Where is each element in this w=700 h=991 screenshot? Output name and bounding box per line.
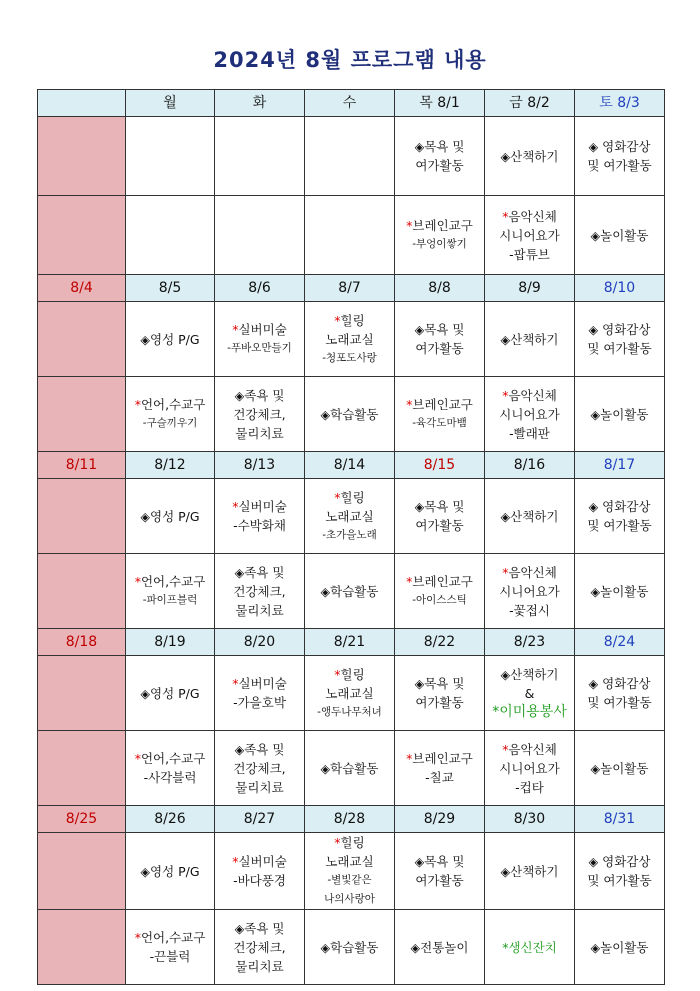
activity-line: -사각블럭 [143, 770, 197, 785]
activity-line: -푸바오만들기 [227, 342, 292, 354]
activity-cell [305, 302, 395, 377]
activity-line: ◈족욕 및 [234, 741, 285, 757]
activity-line: ◈목욕 및 [414, 139, 465, 154]
activity-line [397, 572, 482, 591]
morning-activity-row [38, 479, 665, 554]
activity-line [128, 572, 212, 591]
activity-line [397, 216, 482, 235]
activity-line: ◈산책하기 [500, 863, 559, 879]
activity-line: 나의사랑아 [324, 893, 375, 905]
activity-line: 시니어요가 [499, 760, 560, 776]
activity-text: 힐링 [340, 312, 365, 328]
activity-cell [575, 833, 665, 910]
activity-text: 음악신체 [508, 564, 557, 580]
bullet-star-icon: * [492, 703, 500, 720]
side-label-cell [38, 479, 126, 554]
activity-line: ◈목욕 및 [414, 322, 465, 337]
date-cell: 8/20 [215, 629, 305, 656]
activity-line: 여가활동 [415, 518, 464, 533]
activity-line: 및 여가활동 [587, 873, 652, 888]
activity-line [397, 395, 482, 414]
activity-line: ◈전통놀이 [410, 939, 469, 955]
bullet-star-icon: * [334, 666, 341, 682]
date-cell: 8/5 [126, 275, 215, 302]
date-cell: 8/6 [215, 275, 305, 302]
activity-cell [485, 833, 575, 910]
bullet-star-icon: * [406, 751, 413, 766]
date-cell: 8/8 [395, 275, 485, 302]
activity-line: ◈산책하기 [500, 331, 559, 347]
activity-cell [575, 910, 665, 985]
afternoon-activity-row [38, 196, 665, 275]
activity-line [217, 497, 302, 516]
page-title: 2024년 8월 프로그램 내용 [213, 48, 487, 72]
activity-line [128, 749, 212, 768]
activity-line: 여가활동 [415, 341, 464, 356]
side-label-cell [38, 833, 126, 910]
activity-cell [485, 731, 575, 806]
activity-line: ◈족욕 및 [234, 920, 285, 936]
program-schedule-table [37, 89, 665, 985]
activity-line: ◈족욕 및 [234, 564, 285, 580]
date-cell: 8/10 [575, 275, 665, 302]
activity-line: 여가활동 [415, 158, 464, 173]
activity-line: 노래교실 [325, 508, 374, 524]
activity-line: -팝튜브 [509, 246, 550, 262]
activity-cell [305, 656, 395, 731]
date-cell: 8/12 [126, 452, 215, 479]
activity-line [487, 740, 572, 759]
date-cell: 8/28 [305, 806, 395, 833]
activity-cell [305, 910, 395, 985]
activity-line: & [524, 685, 535, 701]
activity-line: 물리치료 [235, 779, 284, 795]
activity-text: 언어,수교구 [140, 574, 206, 589]
date-row [38, 452, 665, 479]
activity-line: ◈영성 P/G [140, 863, 200, 879]
activity-cell [126, 731, 215, 806]
activity-text: 힐링 [340, 489, 365, 505]
activity-cell [395, 833, 485, 910]
date-row [38, 629, 665, 656]
activity-line [307, 311, 392, 330]
activity-text: 힐링 [340, 835, 365, 850]
activity-line: -가을호박 [233, 695, 286, 710]
activity-line: -컵타 [515, 779, 544, 795]
activity-line: -바다풍경 [233, 873, 286, 888]
activity-cell [575, 731, 665, 806]
bullet-star-icon: * [502, 564, 509, 580]
activity-line: 물리치료 [235, 425, 284, 441]
activity-text: 음악신체 [508, 387, 557, 403]
bullet-star-icon: * [334, 312, 341, 328]
activity-line: 물리치료 [235, 958, 284, 974]
activity-line: -육각도마뱀 [412, 417, 467, 429]
activity-cell [395, 117, 485, 196]
afternoon-activity-row [38, 554, 665, 629]
morning-activity-row [38, 656, 665, 731]
activity-line: -앵두나무처녀 [317, 705, 382, 718]
bullet-star-icon: * [232, 322, 239, 337]
activity-line [307, 833, 392, 852]
activity-cell [305, 731, 395, 806]
activity-line: -끈블럭 [149, 949, 191, 964]
header-day-fri: 금 8/2 [485, 90, 575, 117]
activity-cell [215, 731, 305, 806]
activity-line: -칠교 [425, 770, 454, 785]
activity-line: 및 여가활동 [587, 158, 652, 173]
activity-text: 브레인교구 [412, 397, 473, 412]
activity-line: ◈목욕 및 [414, 854, 465, 869]
bullet-star-icon: * [406, 218, 413, 233]
date-cell: 8/21 [305, 629, 395, 656]
activity-cell [305, 196, 395, 275]
bullet-star-icon: * [134, 574, 141, 589]
date-cell: 8/13 [215, 452, 305, 479]
activity-cell [305, 117, 395, 196]
activity-cell [126, 479, 215, 554]
activity-cell [575, 377, 665, 452]
activity-line: -꽃접시 [509, 602, 550, 618]
date-cell: 8/14 [305, 452, 395, 479]
date-cell: 8/16 [485, 452, 575, 479]
activity-cell [575, 479, 665, 554]
activity-line: 시니어요가 [499, 227, 560, 243]
activity-text: 브레인교구 [412, 218, 473, 233]
activity-cell [575, 117, 665, 196]
activity-cell [126, 377, 215, 452]
activity-cell [485, 554, 575, 629]
side-label-cell [38, 377, 126, 452]
bullet-star-icon: * [134, 751, 141, 766]
activity-line: ◈학습활동 [320, 406, 379, 422]
activity-line: ◈영성 P/G [140, 685, 200, 701]
activity-cell [485, 302, 575, 377]
activity-cell [305, 479, 395, 554]
activity-text: 실버미술 [238, 322, 287, 337]
sunday-date-cell: 8/18 [38, 629, 126, 656]
date-cell: 8/27 [215, 806, 305, 833]
activity-cell [215, 377, 305, 452]
activity-line: ◈학습활동 [320, 583, 379, 599]
side-label-cell [38, 554, 126, 629]
activity-line [307, 665, 392, 684]
activity-cell [485, 656, 575, 731]
activity-text: 음악신체 [508, 741, 557, 757]
activity-line: 노래교실 [325, 685, 374, 701]
side-label-cell [38, 910, 126, 985]
afternoon-activity-row [38, 731, 665, 806]
activity-cell [395, 302, 485, 377]
activity-cell [395, 910, 485, 985]
activity-line: -아이스스틱 [412, 594, 467, 606]
activity-line: 물리치료 [235, 602, 284, 618]
morning-activity-row [38, 833, 665, 910]
bullet-star-icon: * [334, 489, 341, 505]
bullet-star-icon: * [502, 208, 509, 224]
activity-line: ◈산책하기 [500, 508, 559, 524]
activity-line [307, 488, 392, 507]
date-cell: 8/26 [126, 806, 215, 833]
activity-line: ◈ 영화감상 [588, 499, 651, 514]
activity-line: ◈산책하기 [500, 148, 559, 164]
date-row [38, 275, 665, 302]
bullet-star-icon: * [502, 741, 509, 757]
side-label-cell [38, 117, 126, 196]
activity-line [217, 852, 302, 871]
activity-line: ◈목욕 및 [414, 499, 465, 514]
activity-cell [395, 196, 485, 275]
sunday-date-cell: 8/25 [38, 806, 126, 833]
activity-line: 및 여가활동 [587, 341, 652, 356]
activity-cell [395, 656, 485, 731]
header-day-thu: 목 8/1 [395, 90, 485, 117]
header-row [38, 90, 665, 117]
date-cell: 8/24 [575, 629, 665, 656]
bullet-star-icon: * [502, 939, 509, 955]
activity-cell [215, 117, 305, 196]
header-day-mon: 월 [126, 90, 215, 117]
date-cell: 8/23 [485, 629, 575, 656]
bullet-star-icon: * [232, 499, 239, 514]
activity-cell [215, 554, 305, 629]
activity-line [397, 749, 482, 768]
activity-line: 노래교실 [325, 854, 374, 869]
activity-line: ◈학습활동 [320, 760, 379, 776]
activity-cell [575, 196, 665, 275]
activity-line: 시니어요가 [499, 583, 560, 599]
activity-cell [485, 479, 575, 554]
date-row [38, 806, 665, 833]
activity-line: ◈ 영화감상 [588, 322, 651, 337]
activity-line: 노래교실 [325, 331, 374, 347]
activity-cell [485, 377, 575, 452]
morning-activity-row [38, 302, 665, 377]
activity-cell [395, 377, 485, 452]
activity-cell [215, 833, 305, 910]
activity-line: -청포도사랑 [322, 351, 377, 364]
activity-line: -수박화채 [233, 518, 286, 533]
date-cell: 8/19 [126, 629, 215, 656]
bullet-star-icon: * [334, 835, 341, 850]
activity-cell [215, 656, 305, 731]
activity-line [128, 928, 212, 947]
activity-cell [485, 117, 575, 196]
activity-line [217, 674, 302, 693]
activity-cell [575, 302, 665, 377]
activity-line: ◈영성 P/G [140, 508, 200, 524]
activity-text: 브레인교구 [412, 751, 473, 766]
date-cell: 8/22 [395, 629, 485, 656]
activity-line: 시니어요가 [499, 406, 560, 422]
bullet-star-icon: * [406, 397, 413, 412]
activity-text: 실버미술 [238, 499, 287, 514]
activity-text: 생신잔치 [508, 939, 557, 955]
activity-line: 및 여가활동 [587, 518, 652, 533]
activity-text: 이미용봉사 [499, 703, 567, 720]
activity-line: ◈영성 P/G [140, 331, 200, 347]
activity-line: ◈놀이활동 [590, 939, 649, 955]
sunday-date-cell: 8/4 [38, 275, 126, 302]
bullet-star-icon: * [232, 676, 239, 691]
date-cell: 8/7 [305, 275, 395, 302]
activity-cell [215, 302, 305, 377]
activity-line: -부엉이쌓기 [412, 238, 467, 250]
activity-cell [215, 479, 305, 554]
activity-line: 건강체크, [233, 406, 286, 422]
activity-cell [395, 479, 485, 554]
activity-line: ◈놀이활동 [590, 583, 649, 599]
activity-cell [126, 656, 215, 731]
activity-cell [126, 302, 215, 377]
activity-cell [215, 910, 305, 985]
date-cell: 8/9 [485, 275, 575, 302]
activity-line: ◈학습활동 [320, 939, 379, 955]
header-day-sat: 토 8/3 [575, 90, 665, 117]
activity-line: -별빛같은 [327, 874, 372, 886]
activity-line [487, 703, 572, 722]
activity-line [487, 386, 572, 405]
activity-line [487, 563, 572, 582]
sunday-date-cell: 8/11 [38, 452, 126, 479]
activity-line: -구슬끼우기 [142, 417, 198, 429]
activity-line: ◈목욕 및 [414, 676, 465, 691]
activity-line [487, 207, 572, 226]
bullet-star-icon: * [232, 854, 239, 869]
activity-line: 및 여가활동 [587, 695, 652, 710]
activity-line: ◈놀이활동 [590, 227, 649, 243]
date-cell: 8/15 [395, 452, 485, 479]
side-label-cell [38, 302, 126, 377]
activity-line [128, 395, 212, 414]
activity-cell [126, 910, 215, 985]
activity-text: 브레인교구 [412, 574, 473, 589]
activity-line: ◈족욕 및 [234, 387, 285, 403]
activity-text: 실버미술 [238, 854, 287, 869]
date-cell: 8/29 [395, 806, 485, 833]
activity-line: 건강체크, [233, 583, 286, 599]
morning-activity-row [38, 117, 665, 196]
bullet-star-icon: * [406, 574, 413, 589]
afternoon-activity-row [38, 910, 665, 985]
activity-text: 힐링 [340, 666, 365, 682]
activity-line: -파이프블럭 [142, 594, 198, 606]
activity-cell [305, 833, 395, 910]
date-cell: 8/17 [575, 452, 665, 479]
activity-text: 실버미술 [238, 676, 287, 691]
header-day-wed: 수 [305, 90, 395, 117]
header-corner-cell [38, 90, 126, 117]
side-label-cell [38, 196, 126, 275]
activity-line: 여가활동 [415, 873, 464, 888]
activity-line [217, 320, 302, 339]
bullet-star-icon: * [134, 397, 141, 412]
activity-text: 음악신체 [508, 208, 557, 224]
side-label-cell [38, 656, 126, 731]
header-day-tue: 화 [215, 90, 305, 117]
activity-line: ◈ 영화감상 [588, 139, 651, 154]
activity-line: ◈놀이활동 [590, 760, 649, 776]
activity-cell [485, 196, 575, 275]
side-label-cell [38, 731, 126, 806]
activity-line: -초가을노래 [322, 528, 377, 541]
activity-cell [575, 656, 665, 731]
activity-cell [215, 196, 305, 275]
activity-cell [126, 117, 215, 196]
date-cell: 8/30 [485, 806, 575, 833]
activity-cell [575, 554, 665, 629]
activity-line: -빨래판 [509, 425, 550, 441]
bullet-star-icon: * [134, 930, 141, 945]
activity-line: 건강체크, [233, 939, 286, 955]
date-cell: 8/31 [575, 806, 665, 833]
activity-line: 건강체크, [233, 760, 286, 776]
activity-line: 여가활동 [415, 695, 464, 710]
activity-cell [126, 833, 215, 910]
activity-cell [126, 196, 215, 275]
activity-text: 언어,수교구 [140, 930, 206, 945]
activity-text: 언어,수교구 [140, 397, 206, 412]
afternoon-activity-row [38, 377, 665, 452]
activity-line: ◈놀이활동 [590, 406, 649, 422]
activity-cell [305, 554, 395, 629]
activity-cell [126, 554, 215, 629]
activity-text: 언어,수교구 [140, 751, 206, 766]
activity-line: ◈산책하기 [500, 666, 559, 682]
activity-cell [485, 910, 575, 985]
bullet-star-icon: * [502, 387, 509, 403]
activity-line: ◈ 영화감상 [588, 854, 651, 869]
activity-cell [395, 731, 485, 806]
activity-line: ◈ 영화감상 [588, 676, 651, 691]
activity-line [487, 938, 572, 957]
activity-cell [395, 554, 485, 629]
activity-cell [305, 377, 395, 452]
